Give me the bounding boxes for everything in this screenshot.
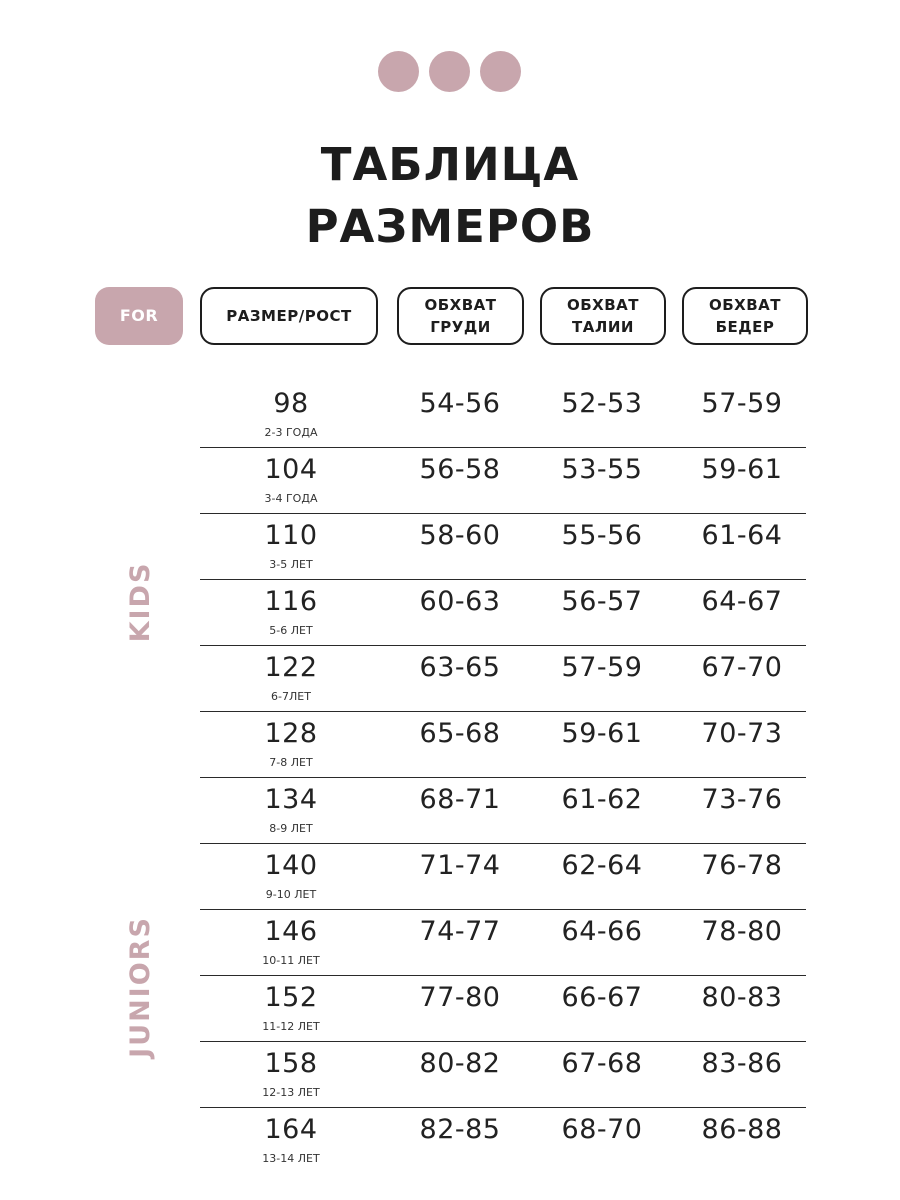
chest-value: 80-82 (419, 1048, 501, 1079)
size-value: 152 (264, 982, 318, 1013)
chest-value: 77-80 (419, 982, 501, 1013)
hips-value: 86-88 (701, 1114, 783, 1145)
table-row (200, 910, 806, 976)
dot-decoration (429, 51, 470, 92)
chest-value: 60-63 (419, 586, 501, 617)
size-value: 140 (264, 850, 318, 881)
header-hips: ОБХВАТ БЕДЕР (682, 287, 808, 345)
chest-value: 68-71 (419, 784, 501, 815)
table-row (200, 1108, 806, 1174)
waist-value: 57-59 (561, 652, 643, 683)
page-title-line-1: ТАБЛИЦА (320, 138, 580, 191)
age-value: 8-9 ЛЕТ (269, 822, 313, 835)
age-value: 6-7ЛЕТ (271, 690, 311, 703)
hips-value: 78-80 (701, 916, 783, 947)
size-value: 158 (264, 1048, 318, 1079)
header-size-height: РАЗМЕР/РОСТ (200, 287, 378, 345)
hips-value: 59-61 (701, 454, 783, 485)
chest-value: 58-60 (419, 520, 501, 551)
size-value: 134 (264, 784, 318, 815)
header-waist: ОБХВАТ ТАЛИИ (540, 287, 666, 345)
waist-value: 67-68 (561, 1048, 643, 1079)
waist-value: 53-55 (561, 454, 643, 485)
table-row (200, 382, 806, 448)
header-chest: ОБХВАТ ГРУДИ (397, 287, 524, 345)
size-value: 164 (264, 1114, 318, 1145)
size-value: 110 (264, 520, 318, 551)
age-value: 3-5 ЛЕТ (269, 558, 313, 571)
age-value: 3-4 ГОДА (264, 492, 318, 505)
group-label-juniors: JUNIORS (125, 916, 156, 1058)
waist-value: 56-57 (561, 586, 643, 617)
age-value: 13-14 ЛЕТ (262, 1152, 320, 1165)
hips-value: 73-76 (701, 784, 783, 815)
size-table (200, 382, 806, 1174)
hips-value: 57-59 (701, 388, 783, 419)
hips-value: 76-78 (701, 850, 783, 881)
header-for-badge: FOR (95, 287, 183, 345)
hips-value: 67-70 (701, 652, 783, 683)
size-value: 104 (264, 454, 318, 485)
chest-value: 71-74 (419, 850, 501, 881)
age-value: 5-6 ЛЕТ (269, 624, 313, 637)
waist-value: 59-61 (561, 718, 643, 749)
chest-value: 65-68 (419, 718, 501, 749)
hips-value: 64-67 (701, 586, 783, 617)
waist-value: 66-67 (561, 982, 643, 1013)
age-value: 11-12 ЛЕТ (262, 1020, 320, 1033)
chest-value: 63-65 (419, 652, 501, 683)
table-row (200, 712, 806, 778)
waist-value: 52-53 (561, 388, 643, 419)
table-row (200, 976, 806, 1042)
dot-decoration (480, 51, 521, 92)
chest-value: 74-77 (419, 916, 501, 947)
table-row (200, 778, 806, 844)
table-row (200, 580, 806, 646)
decorative-dots (378, 51, 521, 92)
waist-value: 62-64 (561, 850, 643, 881)
size-value: 122 (264, 652, 318, 683)
size-value: 128 (264, 718, 318, 749)
dot-decoration (378, 51, 419, 92)
age-value: 9-10 ЛЕТ (265, 888, 317, 901)
waist-value: 55-56 (561, 520, 643, 551)
waist-value: 64-66 (561, 916, 643, 947)
table-row (200, 844, 806, 910)
table-row (200, 448, 806, 514)
size-value: 116 (264, 586, 318, 617)
table-row (200, 1042, 806, 1108)
table-row (200, 646, 806, 712)
chest-value: 82-85 (419, 1114, 501, 1145)
age-value: 2-3 ГОДА (264, 426, 318, 439)
hips-value: 80-83 (701, 982, 783, 1013)
hips-value: 70-73 (701, 718, 783, 749)
hips-value: 61-64 (701, 520, 783, 551)
size-value: 98 (273, 388, 309, 419)
size-value: 146 (264, 916, 318, 947)
age-value: 7-8 ЛЕТ (269, 756, 313, 769)
age-value: 12-13 ЛЕТ (262, 1086, 320, 1099)
waist-value: 68-70 (561, 1114, 643, 1145)
chest-value: 54-56 (419, 388, 501, 419)
table-row (200, 514, 806, 580)
age-value: 10-11 ЛЕТ (262, 954, 320, 967)
chest-value: 56-58 (419, 454, 501, 485)
group-label-kids: KIDS (125, 561, 156, 643)
waist-value: 61-62 (561, 784, 643, 815)
hips-value: 83-86 (701, 1048, 783, 1079)
page-title-line-2: РАЗМЕРОВ (305, 200, 595, 253)
